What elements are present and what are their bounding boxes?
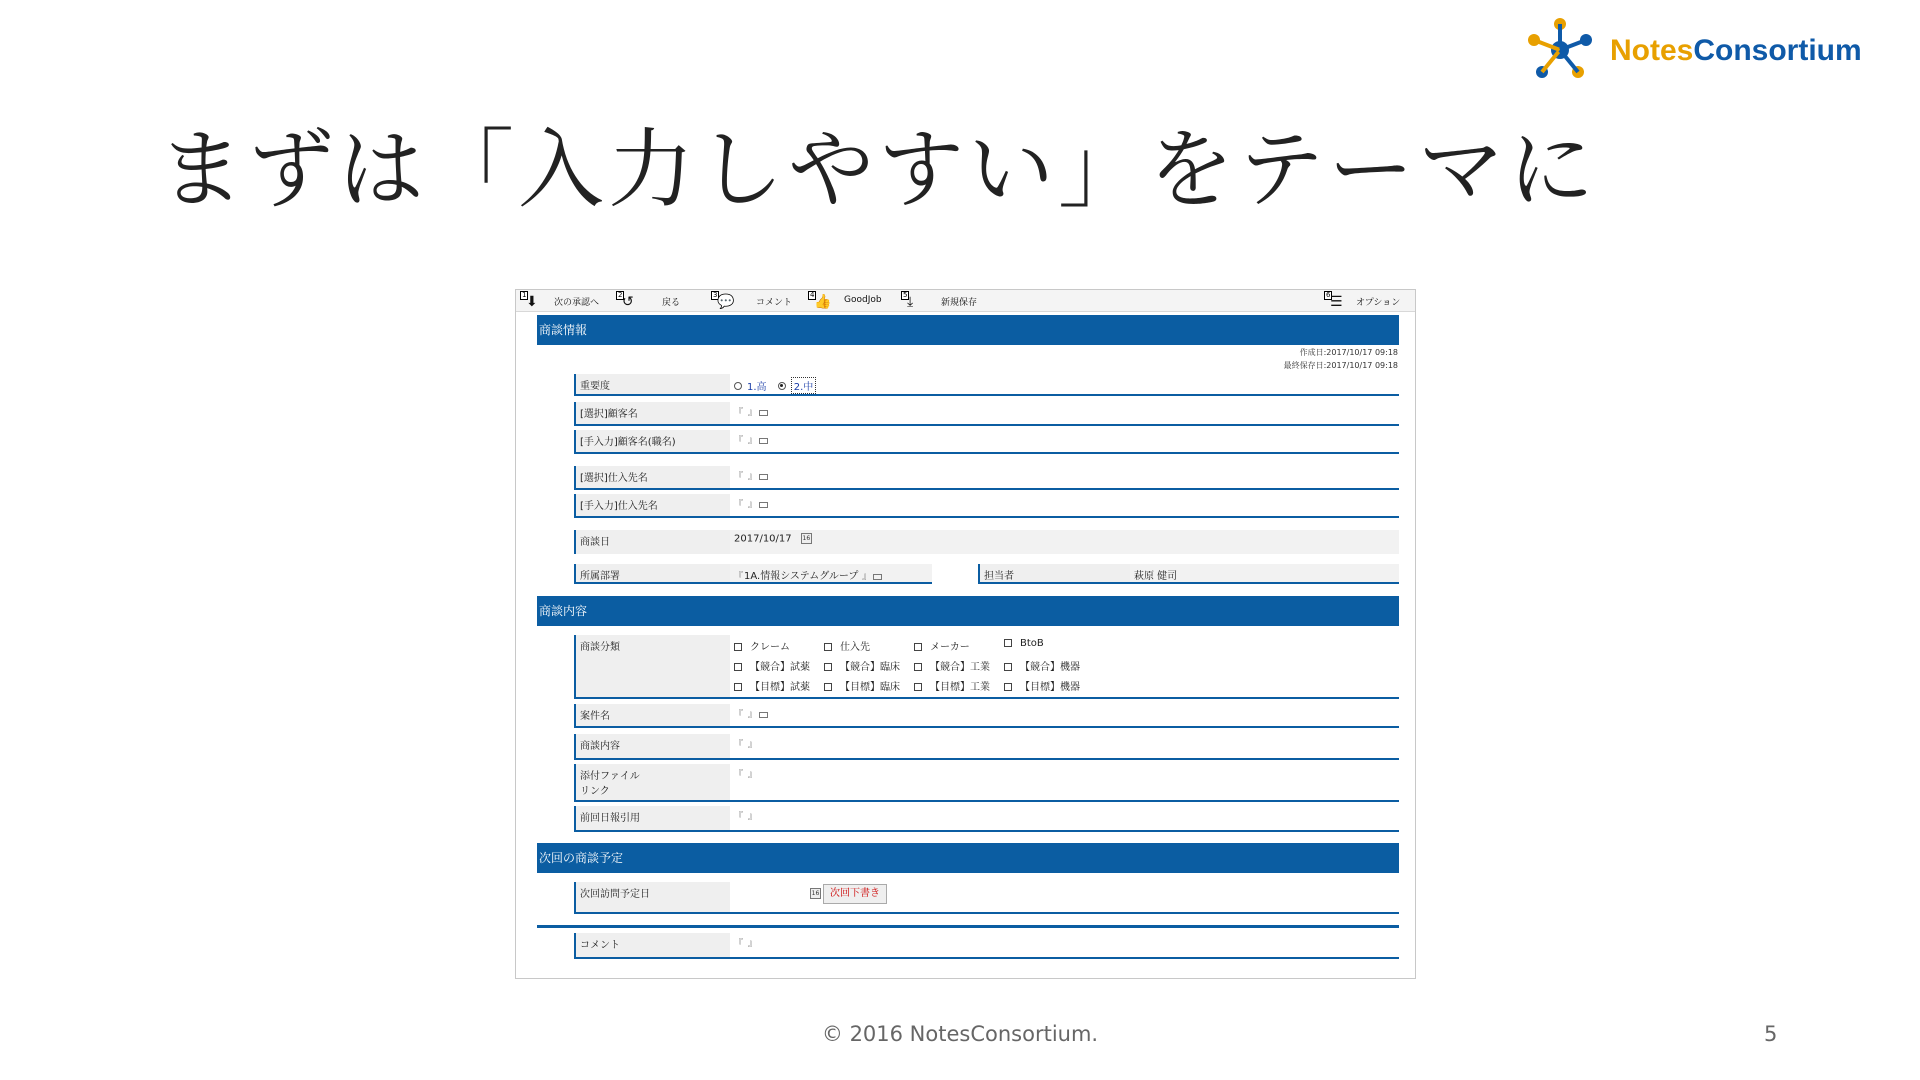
section-divider <box>537 925 1399 928</box>
importance-radio-group <box>730 374 1399 394</box>
supplier-manual-field[interactable] <box>730 494 1399 516</box>
menu-icon: 6 ☰ <box>1326 291 1343 310</box>
field-label: コメント <box>574 933 730 957</box>
dropdown-icon[interactable] <box>873 574 882 580</box>
field-label: [選択]仕入先名 <box>574 466 730 488</box>
checkbox-icon[interactable] <box>824 683 832 691</box>
undo-icon: 2 ↺ <box>618 291 634 310</box>
dropdown-icon[interactable] <box>759 474 768 480</box>
toolbar-label: 次の承認へ <box>554 298 600 308</box>
logo-text <box>1610 34 1862 68</box>
field-marker: 『 』 <box>734 472 768 482</box>
toolbar-label: 戻る <box>662 298 681 308</box>
comment-field[interactable] <box>730 933 1399 957</box>
field-marker: 『 』 <box>734 740 758 750</box>
importance-radio-high[interactable] <box>734 382 742 390</box>
row-supplier-manual <box>574 494 1399 518</box>
field-label: 前回日報引用 <box>574 806 730 830</box>
row-attachment <box>574 764 1399 802</box>
checkbox-icon[interactable] <box>734 643 742 651</box>
category-checkbox[interactable]: 【競合】臨床 <box>824 658 900 673</box>
field-marker: 『 』 <box>734 812 758 822</box>
form-screenshot <box>515 289 1416 979</box>
field-label: 案件名 <box>574 704 730 726</box>
field-marker: 『 』 <box>734 939 758 949</box>
category-checkbox[interactable]: 【目標】試薬 <box>734 678 810 693</box>
category-checkbox-group <box>730 635 1399 697</box>
radio-label: 2.中 <box>791 377 817 394</box>
comment-icon: 3 💬 <box>713 291 735 310</box>
field-marker: 『 』 <box>734 710 768 720</box>
checkbox-icon[interactable] <box>1004 639 1012 647</box>
owner-field <box>1130 564 1399 582</box>
dropdown-icon[interactable] <box>759 712 768 718</box>
row-next-visit <box>574 882 1399 914</box>
checkbox-icon[interactable] <box>734 663 742 671</box>
logo-mark-icon <box>1520 14 1600 86</box>
field-label: [手入力]顧客名(職名) <box>574 430 730 452</box>
field-marker: 『 』 <box>734 436 768 446</box>
field-label: [選択]顧客名 <box>574 402 730 424</box>
field-marker: 』 <box>858 572 882 582</box>
owner-value: 萩原 健司 <box>1134 571 1178 582</box>
radio-label: 1.高 <box>747 382 767 393</box>
customer-manual-field[interactable] <box>730 430 1399 452</box>
footer-copyright: © 2016 NotesConsortium. <box>821 1022 1099 1046</box>
page-number: 5 <box>1764 1022 1778 1046</box>
row-importance <box>574 374 1399 396</box>
section-header-deal-content: 商談内容 <box>537 596 1399 626</box>
row-meeting-date <box>574 530 1399 554</box>
form-toolbar <box>516 290 1415 312</box>
download-icon: 5 ⤓ <box>903 291 914 310</box>
category-checkbox[interactable]: 【競合】機器 <box>1004 658 1080 673</box>
logo-text-notes: Notes <box>1610 34 1694 67</box>
calendar-icon[interactable]: 16 <box>802 535 811 542</box>
row-prev-report <box>574 806 1399 832</box>
field-marker: 『 』 <box>734 500 768 510</box>
row-owner <box>978 564 1399 584</box>
field-label: 添付ファイル リンク <box>574 764 730 800</box>
attachment-field[interactable] <box>730 764 1399 800</box>
row-content <box>574 734 1399 760</box>
checkbox-icon[interactable] <box>914 643 922 651</box>
checkbox-icon[interactable] <box>1004 683 1012 691</box>
toolbar-label: オプション <box>1356 298 1401 308</box>
category-checkbox[interactable]: メーカー <box>914 638 970 653</box>
department-field[interactable] <box>730 564 932 582</box>
next-visit-field[interactable] <box>730 882 1399 912</box>
prev-report-field[interactable] <box>730 806 1399 830</box>
category-checkbox[interactable]: クレーム <box>734 638 790 653</box>
row-department <box>574 564 932 584</box>
toolbar-label: GoodJob <box>844 295 882 305</box>
field-label: 商談分類 <box>574 635 730 697</box>
checkbox-icon[interactable] <box>914 663 922 671</box>
notes-consortium-logo <box>1520 14 1920 86</box>
field-marker: 『 <box>734 572 745 582</box>
checkbox-icon[interactable] <box>824 643 832 651</box>
field-label: 次回訪問予定日 <box>574 882 730 912</box>
checkbox-icon[interactable] <box>734 683 742 691</box>
meeting-date-field[interactable] <box>730 530 1399 554</box>
field-label: [手入力]仕入先名 <box>574 494 730 516</box>
row-supplier-select <box>574 466 1399 490</box>
category-checkbox[interactable]: 仕入先 <box>824 638 870 653</box>
field-marker: 『 』 <box>734 770 758 780</box>
meeting-date-value: 2017/10/17 <box>734 533 792 545</box>
category-checkbox[interactable]: 【競合】工業 <box>914 658 990 673</box>
field-label: 担当者 <box>978 564 1130 582</box>
supplier-select-field[interactable] <box>730 466 1399 488</box>
field-label: 所属部署 <box>574 564 730 582</box>
category-checkbox[interactable]: 【目標】機器 <box>1004 678 1080 693</box>
dropdown-icon[interactable] <box>759 502 768 508</box>
calendar-icon[interactable]: 16 <box>811 890 820 897</box>
row-category <box>574 635 1399 699</box>
category-checkbox[interactable]: 【競合】試薬 <box>734 658 810 673</box>
logo-text-consortium: Consortium <box>1693 34 1862 67</box>
category-checkbox[interactable]: BtoB <box>1004 638 1044 649</box>
content-field[interactable] <box>730 734 1399 758</box>
checkbox-icon[interactable] <box>1004 663 1012 671</box>
customer-select-field[interactable] <box>730 402 1399 424</box>
arrow-down-icon: 1 ⬇ <box>522 291 538 310</box>
field-label: 商談日 <box>574 530 730 554</box>
section-header-next-meeting: 次回の商談予定 <box>537 843 1399 873</box>
row-customer-manual <box>574 430 1399 454</box>
last-saved-date: 最終保存日:2017/10/17 09:18 <box>1283 361 1398 370</box>
department-value: 1A.情報システムグループ <box>744 571 859 582</box>
section-header-deal-info: 商談情報 <box>537 315 1399 345</box>
dropdown-icon[interactable] <box>759 410 768 416</box>
category-checkbox[interactable]: 【目標】工業 <box>914 678 990 693</box>
row-customer-select <box>574 402 1399 426</box>
importance-radio-medium[interactable] <box>778 382 786 390</box>
next-draft-button[interactable]: 次回下書き <box>823 884 887 904</box>
toolbar-label: コメント <box>756 298 793 308</box>
dropdown-icon[interactable] <box>759 438 768 444</box>
field-label: 商談内容 <box>574 734 730 758</box>
field-label: 重要度 <box>574 374 730 394</box>
checkbox-icon[interactable] <box>914 683 922 691</box>
created-date: 作成日:2017/10/17 09:18 <box>1299 348 1398 357</box>
toolbar-label: 新規保存 <box>941 298 978 308</box>
row-case-name <box>574 704 1399 728</box>
case-name-field[interactable] <box>730 704 1399 726</box>
row-comment <box>574 933 1399 959</box>
checkbox-icon[interactable] <box>824 663 832 671</box>
category-checkbox[interactable]: 【目標】臨床 <box>824 678 900 693</box>
slide-title: まずは「入力しやすい」をテーマに <box>158 120 1598 220</box>
field-marker: 『 』 <box>734 408 768 418</box>
thumbs-up-icon: 4 👍 <box>810 291 832 310</box>
